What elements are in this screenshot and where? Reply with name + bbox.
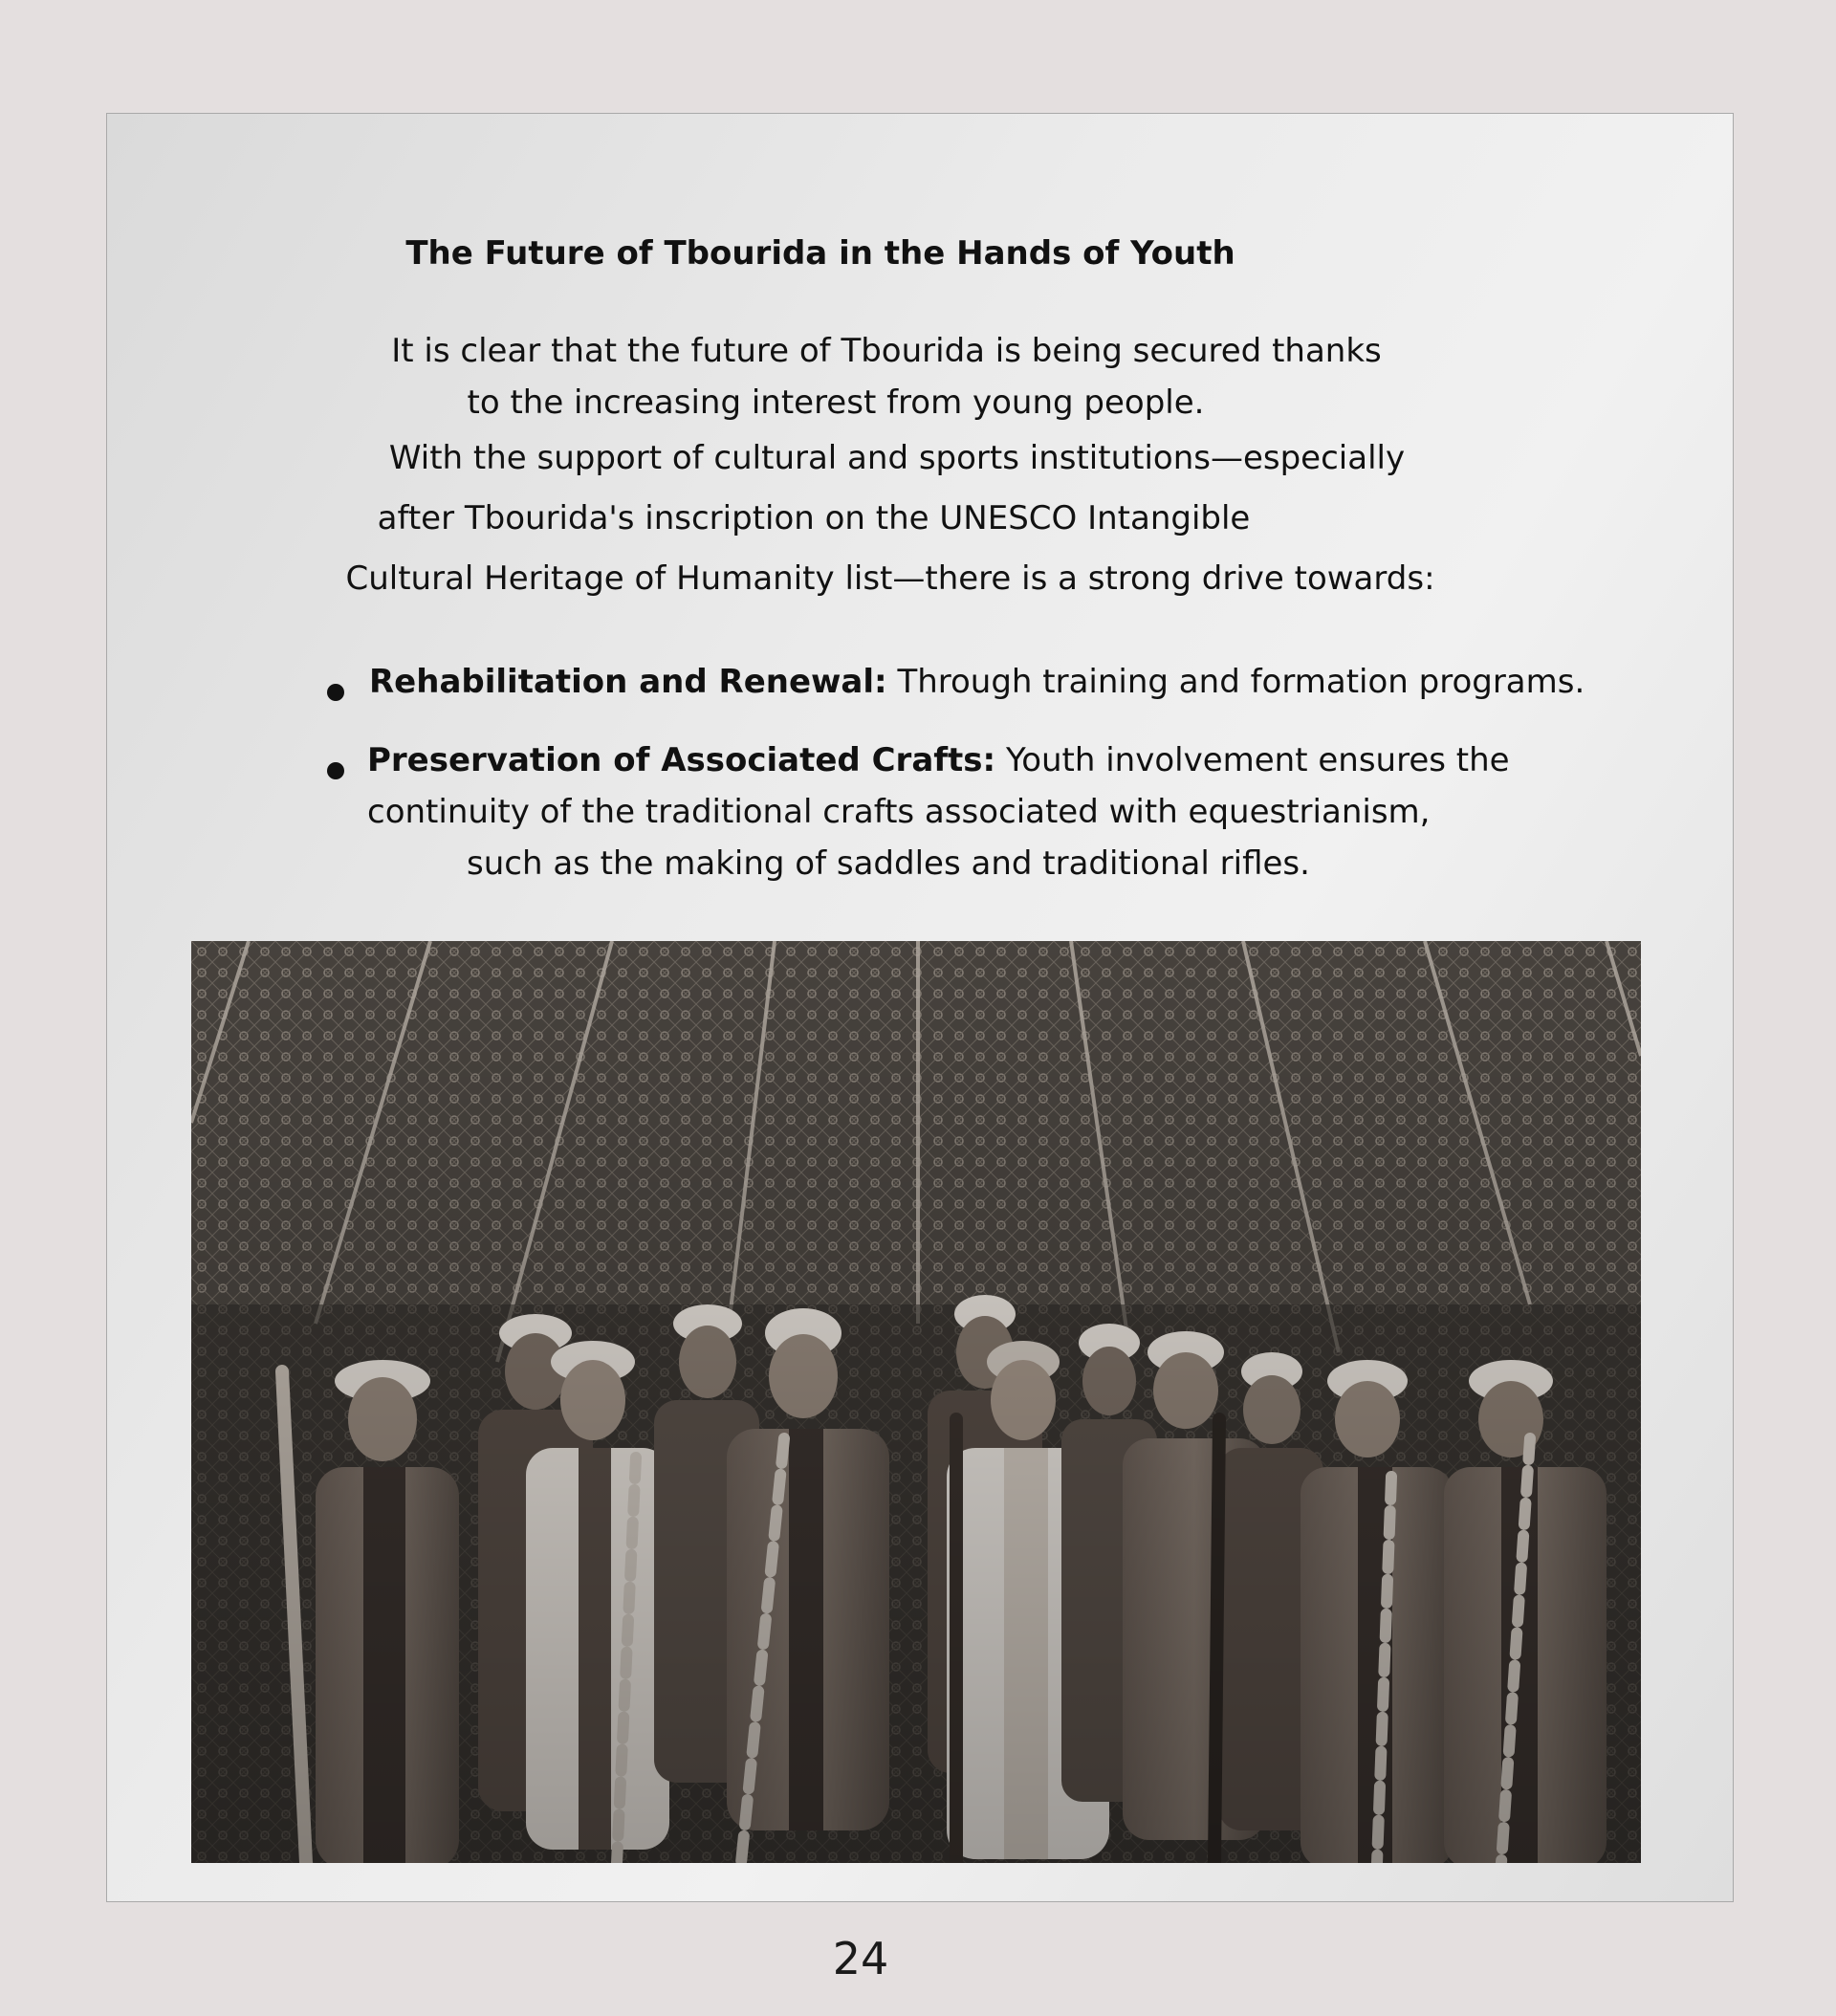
bullet-item-1 [369, 661, 1585, 703]
bullet-item-2 [367, 739, 1510, 781]
intro-line-5: Cultural Heritage of Humanity list—there is a strong drive towards: [345, 559, 1435, 598]
page-title-text: The Future of Tbourida in the Hands of Youth [405, 234, 1235, 273]
page-title [107, 232, 1733, 274]
bullet-2-continuation-2: such as the making of saddles and traditional rifles. [467, 844, 1310, 883]
bullet-2-text: Youth involvement ensures the [995, 741, 1510, 779]
group-photo-icon [191, 941, 1641, 1863]
bullet-1-text: Through training and formation programs. [886, 663, 1585, 701]
page-number: 24 [832, 1933, 889, 1984]
intro-line-2: to the increasing interest from young people. [467, 383, 1205, 422]
bullet-2-heading: Preservation of Associated Crafts: [367, 741, 996, 779]
bullet-1-heading: Rehabilitation and Renewal: [369, 663, 887, 701]
page-panel [106, 113, 1734, 1902]
bullet-dot-2 [327, 762, 344, 779]
group-photo [191, 941, 1641, 1863]
intro-line-1: It is clear that the future of Tbourida is being secured thanks [391, 332, 1382, 370]
bullet-2-continuation-1: continuity of the traditional crafts associated with equestrianism, [367, 793, 1431, 831]
intro-line-4: after Tbourida's inscription on the UNESCO Intangible [377, 499, 1251, 537]
bullet-dot-1 [327, 684, 344, 701]
intro-line-3: With the support of cultural and sports institutions—especially [388, 439, 1406, 477]
